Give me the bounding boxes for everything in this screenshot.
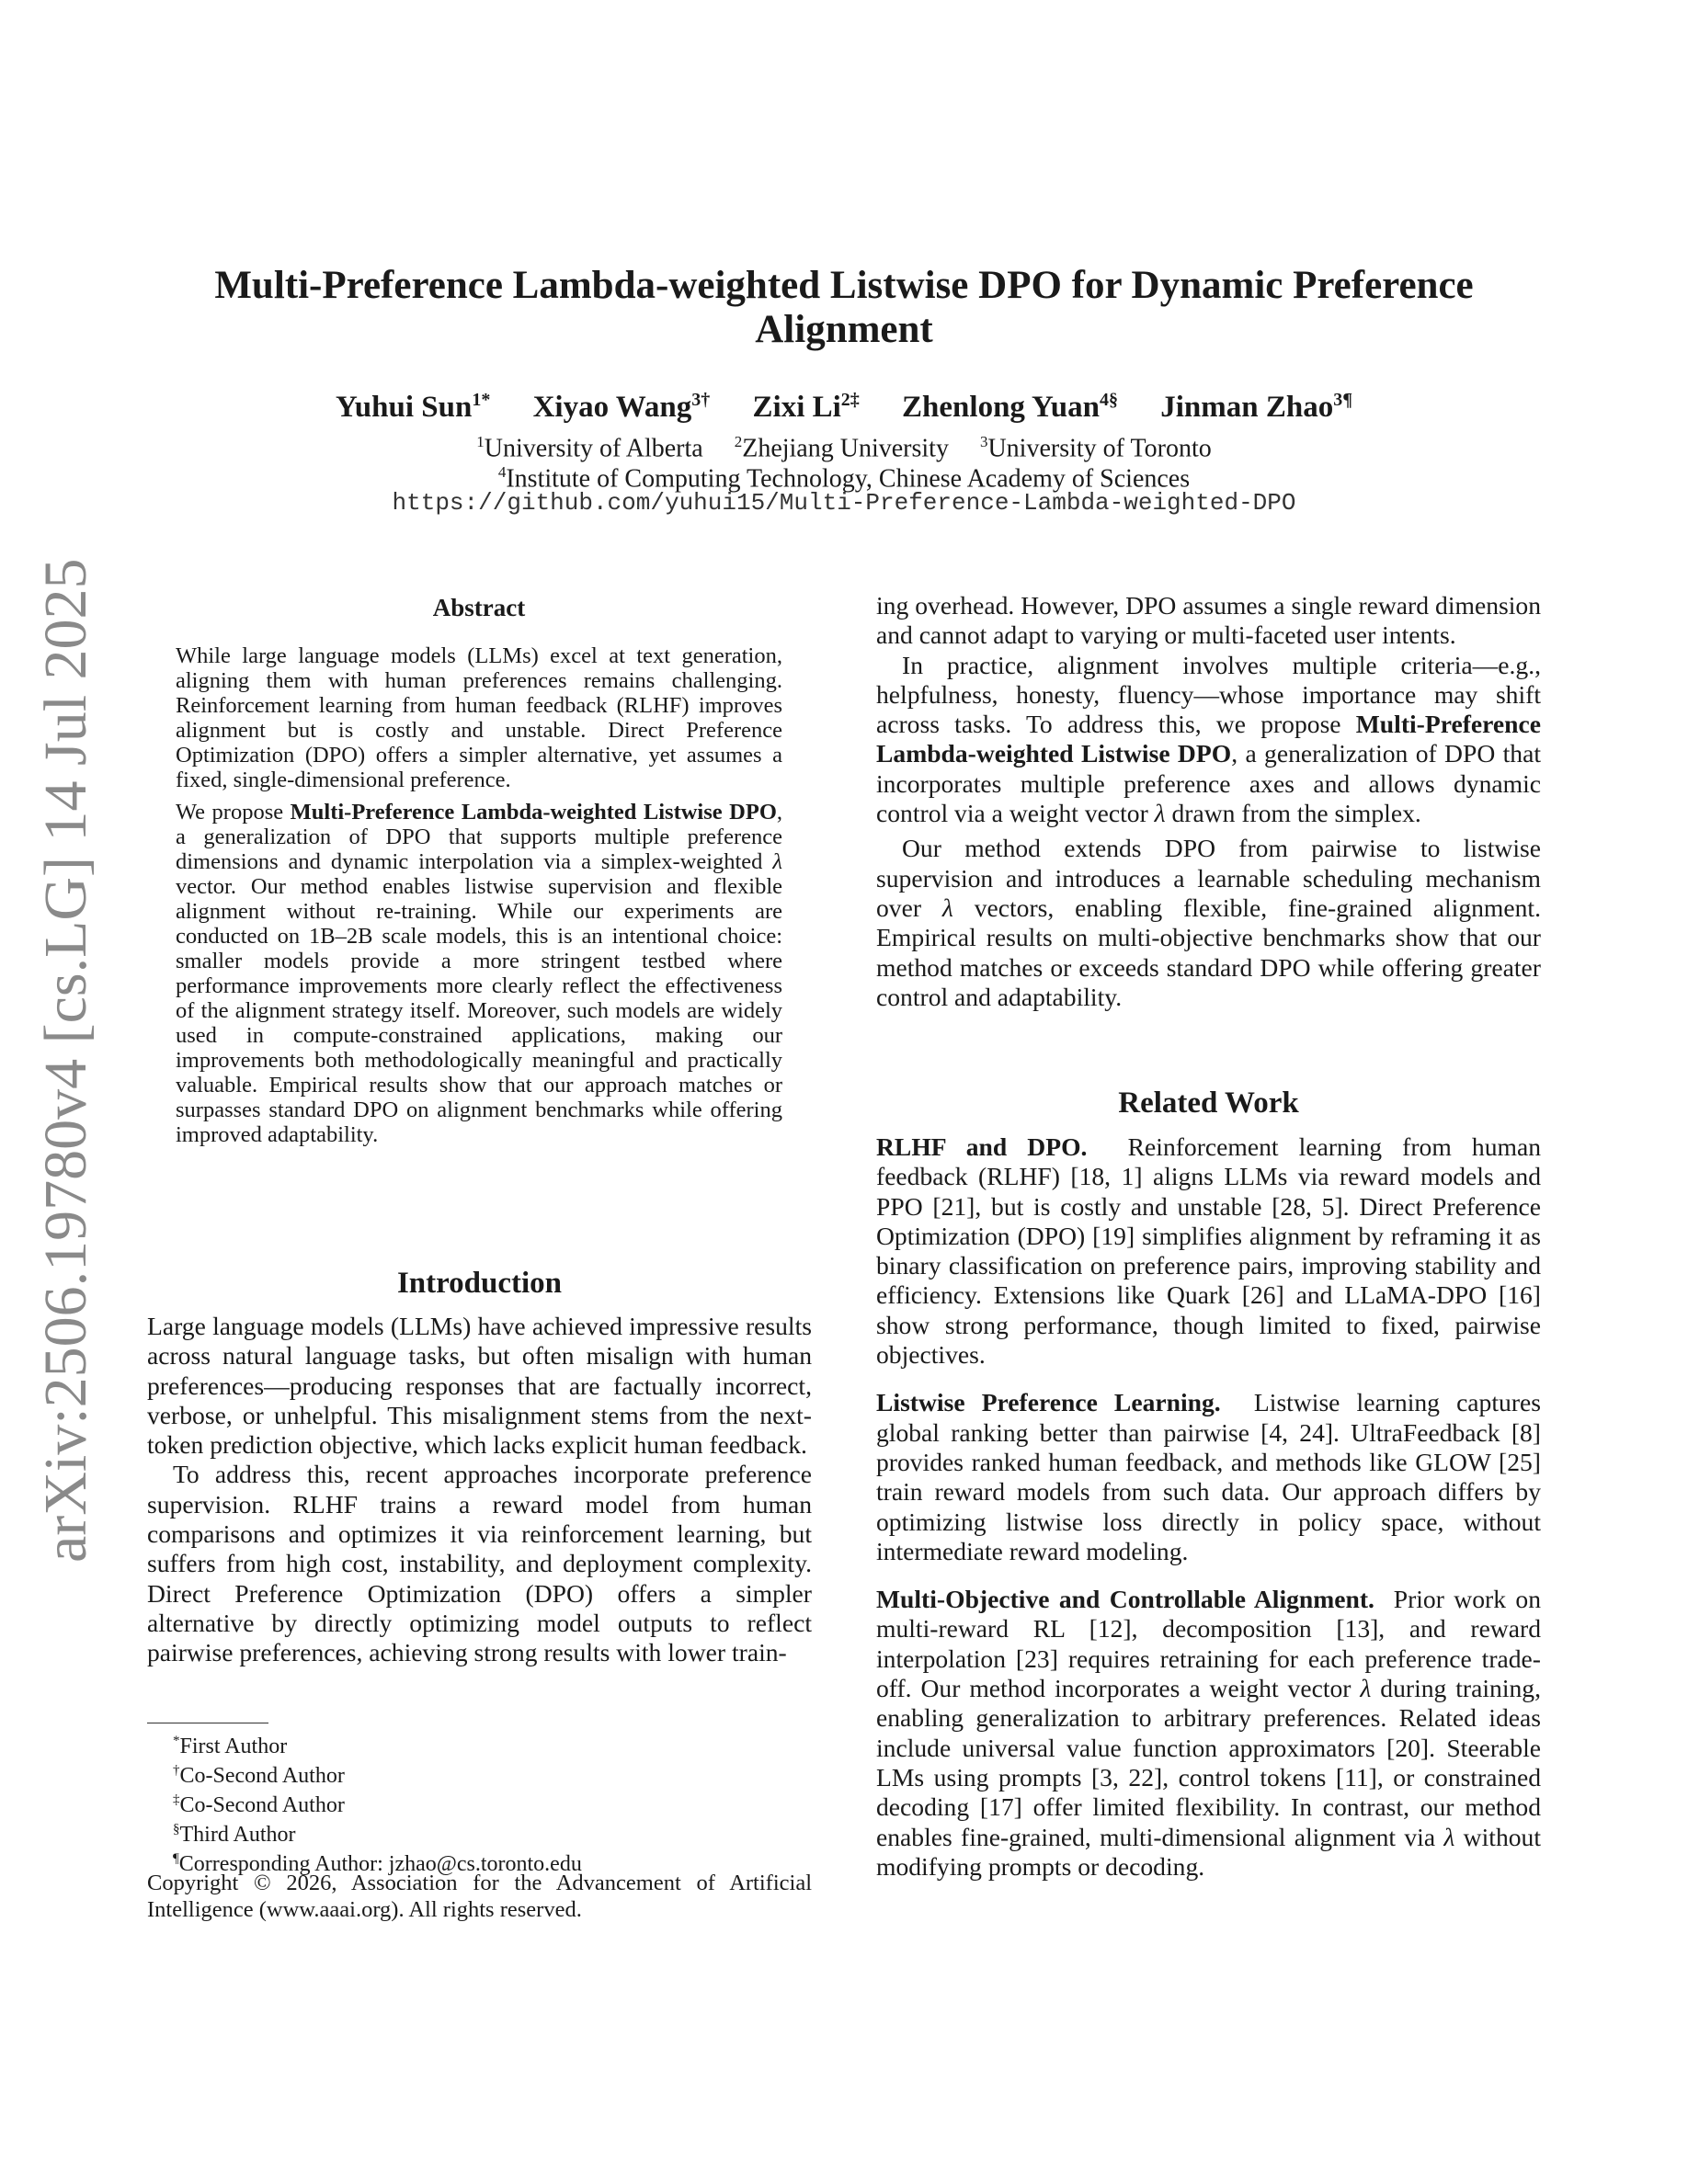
intro-paragraph: Large language models (LLMs) have achieved impressive results across natural language tasks, but often misalign with human preferences—producing responses that are factually incorrect, verbose, or unhelpful. This misalignment stems from the next-token prediction objective, which lacks explicit human feedback. — [147, 1312, 812, 1460]
text-run: Listwise learning captures global ranking better than pairwise [4, 24]. UltraFeedback [8] provides ranked human feedback, and methods like GLOW [25] train reward models from such data. Our approach differs by optimizing listwise loss directly in policy space, without intermediate reward modeling. — [876, 1388, 1541, 1565]
footnote — [173, 1757, 345, 1789]
author — [336, 391, 490, 424]
footnote-mark: ‡ — [173, 1792, 180, 1807]
related-paragraph — [876, 1132, 1541, 1370]
intro-paragraph — [876, 651, 1541, 829]
paragraph-heading: Multi-Objective and Controllable Alignment. — [876, 1585, 1374, 1614]
text-run: Prior work on multi-reward RL [12], decomposition [13], and reward interpolation [23] requires retraining for each preference trade-off. Our method incorporates a weight vector — [876, 1585, 1542, 1703]
author-name: Xiyao Wang — [532, 391, 692, 424]
footnote-mark: ¶ — [173, 1851, 179, 1866]
abstract-paragraph — [176, 800, 782, 1147]
author — [753, 391, 860, 424]
footnote-text: First Author — [179, 1735, 288, 1758]
intro-paragraph: ing overhead. However, DPO assumes a single reward dimension and cannot adapt to varying or multi-faceted user intents. — [876, 591, 1541, 650]
footnote-text: Third Author — [179, 1823, 296, 1847]
author-affil-mark: 4§ — [1099, 390, 1118, 410]
copyright-notice: Copyright © 2026, Association for the Advancement of Artificial Intelligence (www.aaai.org). All rights reserved. — [147, 1871, 812, 1922]
lambda-symbol: λ — [1443, 1822, 1455, 1851]
affiliation: Institute of Computing Technology, Chinese Academy of Sciences — [506, 464, 1191, 494]
text-run: vector. Our method enables listwise supervision and flexible alignment without re-training. While our experiments are conducted on 1B–2B scale models, this is an intentional choice: smaller models provide a more stringent testbed where performance improvements more clearly reflect the effectiveness of the alignment strategy itself. Moreover, such models are widely used in compute-constrained applications, making our improvements both methodologically meaningful and practically valuable. Empirical results show that our approach matches or surpasses standard DPO on alignment benchmarks while offering improved adaptability. — [176, 874, 782, 1147]
abstract-paragraph: While large language models (LLMs) excel at text generation, aligning them with human preferences remains challenging. Reinforcement learning from human feedback (RLHF) improves alignment but is costly and unstable. Direct Preference Optimization (DPO) offers a simpler alternative, yet assumes a fixed, single-dimensional preference. — [176, 643, 782, 792]
code-url-link[interactable]: https://github.com/yuhui15/Multi-Preference-Lambda-weighted-DPO — [392, 489, 1296, 517]
paper-title: Multi-Preference Lambda-weighted Listwise DPO for Dynamic Preference Alignment — [214, 264, 1474, 351]
lambda-symbol: λ — [772, 849, 782, 874]
author-name: Yuhui Sun — [335, 391, 473, 424]
affiliation: University of Alberta — [484, 434, 703, 463]
footnote — [173, 1816, 296, 1848]
author — [902, 391, 1118, 424]
footnote — [173, 1787, 345, 1818]
related-paragraph — [876, 1585, 1541, 1882]
author — [1160, 391, 1352, 424]
introduction-right — [876, 591, 1541, 1012]
author-affil-mark: 3¶ — [1333, 390, 1353, 410]
introduction-heading: Introduction — [396, 1267, 563, 1300]
related-work-heading: Related Work — [1118, 1086, 1299, 1120]
footnote-text: Co-Second Author — [179, 1793, 345, 1817]
author-name: Zhenlong Yuan — [902, 391, 1100, 424]
paragraph-heading: RLHF and DPO. — [876, 1132, 1088, 1161]
affil-num: 4 — [497, 463, 507, 481]
method-name-bold: Multi-Preference Lambda-weighted Listwise DPO — [876, 710, 1541, 768]
footnote — [173, 1728, 287, 1759]
text-run: , a generalization of DPO that incorporates multiple preference axes and allows dynamic control via a weight vector — [876, 739, 1541, 828]
affiliation: Zhejiang University — [742, 434, 949, 463]
lambda-symbol: λ — [1360, 1674, 1372, 1703]
text-run: Our method extends DPO from pairwise to listwise supervision and introduces a learnable scheduling mechanism over — [876, 834, 1541, 922]
affil-num: 2 — [734, 433, 743, 450]
arxiv-stamp: arXiv:2506.19780v4 [cs.LG] 14 Jul 2025 — [32, 558, 99, 1563]
text-run: We propose — [176, 800, 291, 825]
abstract-heading: Abstract — [432, 594, 526, 621]
intro-paragraph: To address this, recent approaches incorporate preference supervision. RLHF trains a reward model from human comparisons and optimizes it via reinforcement learning, but suffers from high cost, instability, and deployment complexity. Direct Preference Optimization (DPO) offers a simpler alternative by directly optimizing model outputs to reflect pairwise preferences, achieving strong results with lower train- — [147, 1460, 812, 1667]
text-run: without modifying prompts or decoding. — [876, 1822, 1542, 1881]
lambda-symbol: λ — [941, 893, 953, 922]
method-name-bold: Multi-Preference Lambda-weighted Listwise DPO — [290, 800, 777, 825]
footnote-mark: † — [173, 1763, 180, 1778]
affil-num: 1 — [476, 433, 485, 450]
author-affil-mark: 3† — [691, 390, 711, 410]
related-paragraph — [876, 1388, 1541, 1566]
footnote-mark: * — [173, 1734, 180, 1748]
text-run: drawn from the simplex. — [1165, 799, 1421, 828]
affiliation: University of Toronto — [987, 434, 1212, 463]
text-run: Reinforcement learning from human feedback (RLHF) [18, 1] aligns LLMs via reward models and PPO [21], but is costly and unstable [28, 5]. Direct Preference Optimization (DPO) [19] simplifies alignment by reframing it as binary classification on preference pairs, improving stability and efficiency. Extensions like Quark [26] and LLaMA-DPO [16] show strong performance, though limited to fixed, pairwise objectives. — [876, 1132, 1541, 1370]
author-name: Zixi Li — [752, 391, 841, 424]
footnote-text: Corresponding Author: jzhao@cs.toronto.edu — [178, 1852, 582, 1876]
text-run: vectors, enabling flexible, fine-grained alignment. Empirical results on multi-objective benchmarks show that our method matches or exceeds standard DPO while offering greater control and adaptability. — [876, 893, 1541, 1011]
author-affil-mark: 2‡ — [840, 390, 860, 410]
intro-paragraph — [876, 834, 1541, 1012]
lambda-symbol: λ — [1154, 799, 1166, 828]
author-affil-mark: 1* — [472, 390, 491, 410]
related-work-body — [876, 1132, 1541, 1882]
author-list — [165, 381, 1523, 426]
abstract — [176, 643, 782, 1147]
text-run: In practice, alignment involves multiple criteria—e.g., helpfulness, honesty, fluency—whose importance may shift across tasks. To address this, we propose — [876, 650, 1541, 739]
text-run: , a generalization of DPO that supports multiple preference dimensions and dynamic interpolation via a simplex-weighted — [176, 800, 783, 874]
footnote-text: Co-Second Author — [179, 1764, 345, 1788]
author — [533, 391, 711, 424]
author-name: Jinman Zhao — [1160, 391, 1334, 424]
introduction-left — [147, 1312, 812, 1668]
affil-num: 3 — [979, 433, 988, 450]
paragraph-heading: Listwise Preference Learning. — [876, 1388, 1221, 1417]
footnote-mark: § — [173, 1822, 180, 1837]
text-run: during training, enabling generalization to arbitrary preferences. Related ideas include universal value function approximators [20]. Steerable LMs using prompts [3, 22], control tokens [11], or constrained decoding [17] offer limited flexibility. In contrast, our method enables fine-grained, multi-dimensional alignment via — [876, 1674, 1541, 1851]
